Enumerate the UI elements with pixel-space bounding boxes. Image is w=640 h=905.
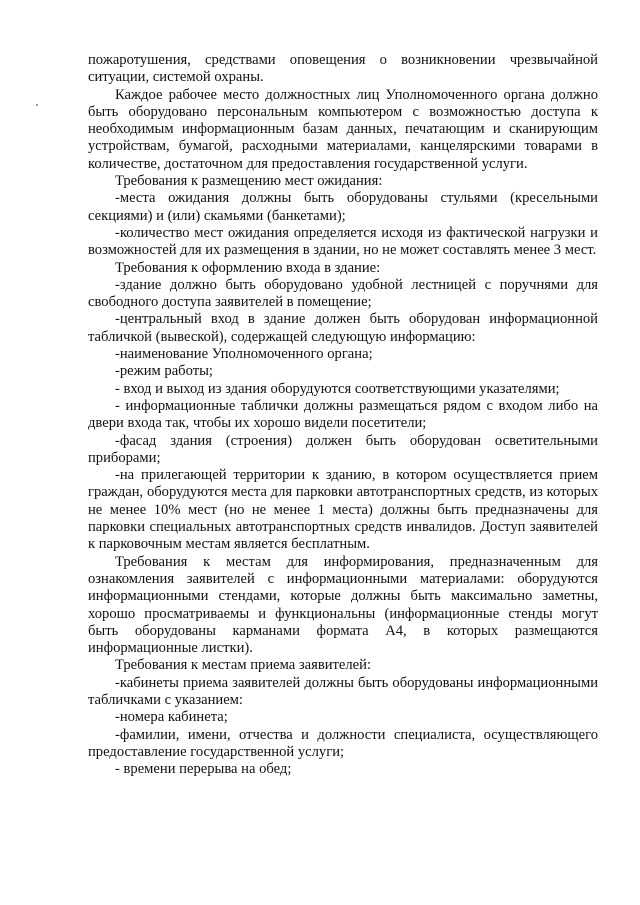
paragraph-17: -кабинеты приема заявителей должны быть оборудованы информационными табличками с указанием: [88, 674, 598, 708]
paragraph-19: -фамилии, имени, отчества и должности специалиста, осуществляющего предоставление государственной услуги; [88, 726, 598, 760]
paragraph-10: -режим работы; [115, 363, 213, 380]
scan-artifact-dot [36, 104, 38, 106]
paragraph-20: - времени перерыва на обед; [115, 761, 292, 778]
paragraph-11: - вход и выход из здания оборудуются соответствующими указателями; [115, 380, 560, 397]
paragraph-14: -на прилегающей территории к зданию, в котором осуществляется прием граждан, оборудуются места для парковки автотранспортных средств, из которых не менее 10% мест (но не менее 1 места) должны быть предназначены для парковки специальных автотранспортных средств инвалидов. Доступ заявителей к парковочным местам является бесплатным. [88, 467, 598, 553]
paragraph-3: Требования к размещению мест ожидания: [115, 173, 383, 190]
paragraph-18: -номера кабинета; [115, 709, 228, 726]
paragraph-2: Каждое рабочее место должностных лиц Уполномоченного органа должно быть оборудовано персональным компьютером с возможностью доступа к необходимым информационным базам данных, печатающим и сканирующим устройствам, бумагой, расходными материалами, канцелярскими товарами в количестве, достаточном для предоставления государственной услуги. [88, 86, 598, 172]
paragraph-16: Требования к местам приема заявителей: [115, 657, 372, 674]
paragraph-6: Требования к оформлению входа в здание: [115, 259, 381, 276]
paragraph-4: -места ожидания должны быть оборудованы стульями (кресельными секциями) и (или) скамьями (банкетами); [88, 190, 598, 224]
paragraph-12: - информационные таблички должны размещаться рядом с входом либо на двери входа так, чтобы их хорошо видели посетители; [88, 397, 598, 432]
paragraph-7: -здание должно быть оборудовано удобной лестницей с поручнями для свободного доступа заявителей в помещение; [88, 276, 598, 311]
paragraph-9: -наименование Уполномоченного органа; [115, 346, 373, 363]
document-page [88, 52, 598, 778]
paragraph-13: -фасад здания (строения) должен быть оборудован осветительными приборами; [88, 432, 598, 466]
paragraph-5: -количество мест ожидания определяется исходя из фактической нагрузки и возможностей для их размещения в здании, но не может составлять менее 3 мест. [88, 224, 598, 259]
paragraph-15: Требования к местам для информирования, предназначенным для ознакомления заявителей с информационными материалами: оборудуются информационными стендами, которые должны быть максимально заметны, хорошо просматриваемы и функциональны (информационные стенды могут быть оборудованы карманами формата А4, в которых размещаются информационные листки). [88, 553, 598, 657]
paragraph-8: -центральный вход в здание должен быть оборудован информационной табличкой (вывеской), содержащей следующую информацию: [88, 311, 598, 345]
paragraph-1: пожаротушения, средствами оповещения о возникновении чрезвычайной ситуации, системой охраны. [88, 52, 598, 86]
